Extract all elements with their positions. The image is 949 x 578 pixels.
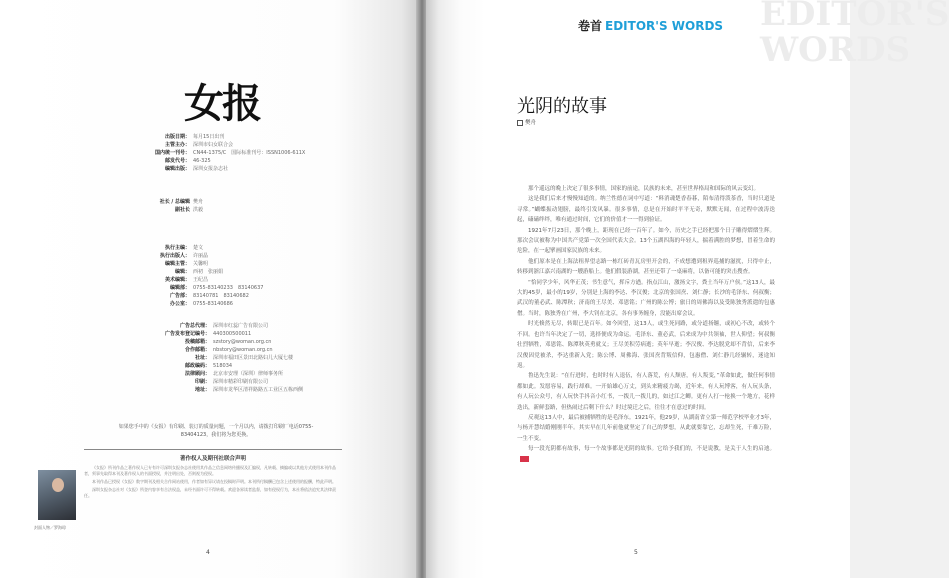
imprint-value: 深圳市龙华区清祥路路五工业区五栋西侧 xyxy=(213,387,304,393)
end-mark-icon xyxy=(520,456,529,462)
imprint-value: 440300500011 xyxy=(213,331,252,337)
imprint-label: 印刷： xyxy=(194,379,210,385)
imprint-row xyxy=(120,252,320,260)
byline-box-icon xyxy=(517,120,523,126)
imprint-value: 洪毅 xyxy=(193,207,204,213)
imprint-label: 邮政编码： xyxy=(184,363,210,369)
imprint-value: 深圳女报杂志社 xyxy=(193,166,229,172)
imprint-row xyxy=(120,165,320,173)
section-title-cn: 卷首 xyxy=(578,19,603,33)
section-watermark: EDITOR'S WORDS xyxy=(760,0,949,70)
copyright-statement xyxy=(84,449,342,501)
imprint-row xyxy=(120,149,320,157)
imprint-value: CN44-1375/C 国际标准刊号：ISSN1006-611X xyxy=(193,150,306,156)
imprint-leadership xyxy=(120,198,320,214)
imprint-label: 合作邮箱： xyxy=(184,347,210,353)
imprint-row xyxy=(120,346,320,354)
article-paragraph: 那个遥远的晚上决定了很多事情，国家的前途，民族的未来，甚至世界格局和国际的风云变幻。 xyxy=(528,186,760,192)
photo-caption: 封面人物／罗海琼 xyxy=(34,525,66,530)
imprint-label: 邮发代号： xyxy=(164,158,190,164)
imprint-row xyxy=(120,386,320,394)
imprint-label: 广告部： xyxy=(169,293,190,299)
imprint-row xyxy=(120,198,320,206)
imprint-row xyxy=(120,354,320,362)
page-number-left: 4 xyxy=(206,549,210,556)
imprint-label: 副社长 xyxy=(174,207,190,213)
imprint-value: 樊舟 xyxy=(193,199,204,205)
imprint-row xyxy=(120,276,320,284)
page-number-right: 5 xyxy=(634,549,638,556)
imprint-contacts xyxy=(120,322,320,394)
copyright-paragraph: 本刊作品已授权《女报》数字期刊及相关合作网站使用，作者如有异议请在投稿时声明。本刊所付稿酬已包含上述使用的报酬，特此声明。 xyxy=(92,479,336,484)
imprint-row xyxy=(120,141,320,149)
article-paragraph xyxy=(517,444,775,465)
imprint-row xyxy=(120,292,320,300)
imprint-label: 办公室： xyxy=(169,301,190,307)
imprint-value: 518034 xyxy=(213,363,233,369)
imprint-label: 执行出版人： xyxy=(159,253,190,259)
article-last-paragraph: 每一段光阴都有故事，每一个故事都是光阴的故事。它给予我们的，不是说教，是关于人生的启迪。 xyxy=(528,446,775,453)
imprint-row xyxy=(120,322,320,330)
imprint-value: 深圳市妇女联合会 xyxy=(193,142,234,148)
imprint-row xyxy=(120,300,320,308)
imprint-row xyxy=(120,362,320,370)
article-title: 光阴的故事 xyxy=(517,96,607,117)
cover-person-photo xyxy=(38,470,76,520)
imprint-value: 0755-83140686 xyxy=(193,301,233,307)
imprint-row xyxy=(120,330,320,338)
imprint-row xyxy=(120,268,320,276)
imprint-value: 深圳市精彩印刷有限公司 xyxy=(213,379,269,385)
imprint-label: 社址： xyxy=(194,355,210,361)
imprint-label: 编辑主管： xyxy=(164,261,190,267)
magazine-logo: 女报 xyxy=(184,81,260,127)
imprint-label: 广告总代理： xyxy=(179,323,210,329)
copyright-title: 著作权人及期刊社联合声明 xyxy=(179,456,246,462)
imprint-publication-info xyxy=(120,133,320,173)
imprint-row xyxy=(120,370,320,378)
imprint-label: 美术编辑： xyxy=(164,277,190,283)
quality-notice: 如果您手中的《女报》有印刷、装订的质量问题，一个月以内，请拨打印刷厂电话0755-83404123，我们将为您更换。 xyxy=(118,424,314,438)
section-header xyxy=(578,17,723,34)
imprint-value: 深圳市福田区景田北路妇儿大厦七楼 xyxy=(213,355,294,361)
imprint-label: 投稿邮箱： xyxy=(184,339,210,345)
imprint-label: 法律顾问： xyxy=(184,371,210,377)
article-paragraph: 他们原本是在上海法租界望志路一栋红砖青瓦房里开会的，不成想遭到租界巡捕的滋扰，只得中止，转移到浙江嘉兴南湖的一艘游船上。他们假装游湖，甚至还带了一桌麻将，以备可能的突击搜查。 xyxy=(517,258,775,276)
imprint-value: 83140781 83140682 xyxy=(193,293,249,299)
article-paragraph: 反观这13人中，最后被捕牺牲的是毛泽东。1921年，他29岁，从湖南省立第一师范学校毕业才3年，与杨开慧结婚刚刚半年。其实早在几年前他就坚定了自己的梦想，从此就要靠它，忘却生死，千难万险，一生不变。 xyxy=(517,414,775,442)
article-paragraph: 鲁迅先生说：“在行进时，也时时有人退伍，有人落荒，有人颓唐，有人叛变，”革命如此，做任何事情都如此。发愿容易，践行却难。一开始雄心万丈，到头来精疲力竭，近年来，有人玩博客，有人玩头条，有人玩公众号，有人玩快手抖音小红书，一拨儿一拨儿的，如过江之鲫。更有人打一枪换一个地方，花样迭出，新鲜套路，但热闹过后剩下什么？时过境迁之后，往往才在意过的时间。 xyxy=(517,373,775,411)
imprint-editorial-staff xyxy=(120,244,320,308)
copyright-paragraph: 《女报》所刊作品之著作权人已专有许可深圳女报杂志社使用其作品之信息网络传播权及汇编权，凡转载、摘编或以其他方式使用本刊作品者，须事先取得本刊及著作权人的书面授权，并注明出处，否则视为侵权。 xyxy=(84,465,336,476)
imprint-row xyxy=(120,133,320,141)
imprint-row xyxy=(120,338,320,346)
copyright-paragraph: 深圳女报杂志社对《女报》所登内容享有合法权益，未经书面许可不得转载。欢迎各界读者监督，如有侵权行为，本社将依法追究其法律责任。 xyxy=(84,487,336,498)
imprint-value: 北京市安理（深圳）律师事务所 xyxy=(213,371,284,377)
imprint-label: 地址： xyxy=(194,387,210,393)
imprint-value: 西初 张丽娟 xyxy=(193,269,224,275)
imprint-value: 深圳市红蕊广告有限公司 xyxy=(213,323,269,329)
imprint-label: 广告发布登记编号： xyxy=(164,331,210,337)
imprint-value: 楚文 xyxy=(193,245,204,251)
imprint-label: 执行主编： xyxy=(164,245,190,251)
imprint-value: 0755-83140233 83140637 xyxy=(193,285,264,291)
imprint-value: 王纪昌 xyxy=(193,277,209,283)
section-title-en: EDITOR'S WORDS xyxy=(605,19,724,33)
article-body xyxy=(517,184,775,465)
imprint-value: 每月15日出刊 xyxy=(193,134,225,140)
imprint-value: nbstory@woman.org.cn xyxy=(213,347,273,353)
imprint-label: 编辑部： xyxy=(169,285,190,291)
article-paragraph: 1921年7月23日，那个晚上，距现在已经一百年了。如今，历史之手已经把那个日子雕得熠熠生辉。那次会议被称为中国共产党第一次全国代表大会。13个五湖四海的年轻人，揣着满腔的梦想，冒着生命的危险，在一起擘画国家民族的未来。 xyxy=(517,227,775,255)
imprint-row xyxy=(120,260,320,268)
imprint-value: 许丽晶 xyxy=(193,253,209,259)
imprint-label: 出版日期： xyxy=(164,134,190,140)
imprint-label: 国内统一刊号： xyxy=(154,150,190,156)
imprint-row xyxy=(120,378,320,386)
author-byline xyxy=(517,118,536,126)
imprint-value: 46-325 xyxy=(193,158,211,164)
article-paragraph: 这是我们后来才慢慢知道的。纳兰性德在词中写道：“料消魂楚香春暮，陌布清得泼茶香，当时只道是寻常。”蝴蝶振动翅膀，最终引发风暴。很多事情，总是在开始时平平无奇，默默无闻，在过程中波涛迭起，磕磕绊绊，唯有通过时间，它们的价值才一一得到验证。 xyxy=(517,196,775,224)
imprint-value: szstory@woman.org.cn xyxy=(213,339,272,345)
imprint-label: 编辑出版： xyxy=(164,166,190,172)
imprint-label: 社长 / 总编辑 xyxy=(159,199,190,205)
article-paragraph: 时光倏然无尽，转眼已是百年。如今回望，这13人，或生死同路，或分道扬镳，或初心不改，或转个不回。也许当年决定了一切，选择便成为命运。毛泽东、董必武，后来成为中共领袖，世人仰望；何叔衡壮烈牺牲，邓恩铭、陈潭秋英勇就义；王尽美积劳病逝；英年早逝；李汉俊、李达脱党却不背信，后来李汉俊因党被杀，李达重新入党；陈公博、周佛海、张国焘背叛信仰，包惠僧、刘仁静几经辗转，迷途知返。 xyxy=(517,321,775,369)
imprint-label: 主管主办： xyxy=(164,142,190,148)
imprint-label: 编辑： xyxy=(174,269,190,275)
imprint-value: 关馨明 xyxy=(193,261,209,267)
imprint-row xyxy=(120,206,320,214)
article-paragraph: “恰同学少年，风华正茂；书生意气，挥斥方遒。指点江山，激扬文字，粪土当年万户侯。”这13人，最大的45岁，最小的19岁，分别是上海的李达、李汉俊；北京的张国焘、刘仁静；长沙的毛泽东、何叔衡；武汉的董必武、陈潭秋；济南的王尽美、邓恩铭；广州的陈公博；旅日的周佛海以及受陈独秀派遣的包惠僧。当时，陈独秀在广州，李大钊在北京，各有事务缠身，没能出席会议。 xyxy=(517,279,775,317)
imprint-row xyxy=(120,284,320,292)
imprint-row xyxy=(120,244,320,252)
author-name: 樊舟 xyxy=(525,120,537,126)
imprint-row xyxy=(120,157,320,165)
